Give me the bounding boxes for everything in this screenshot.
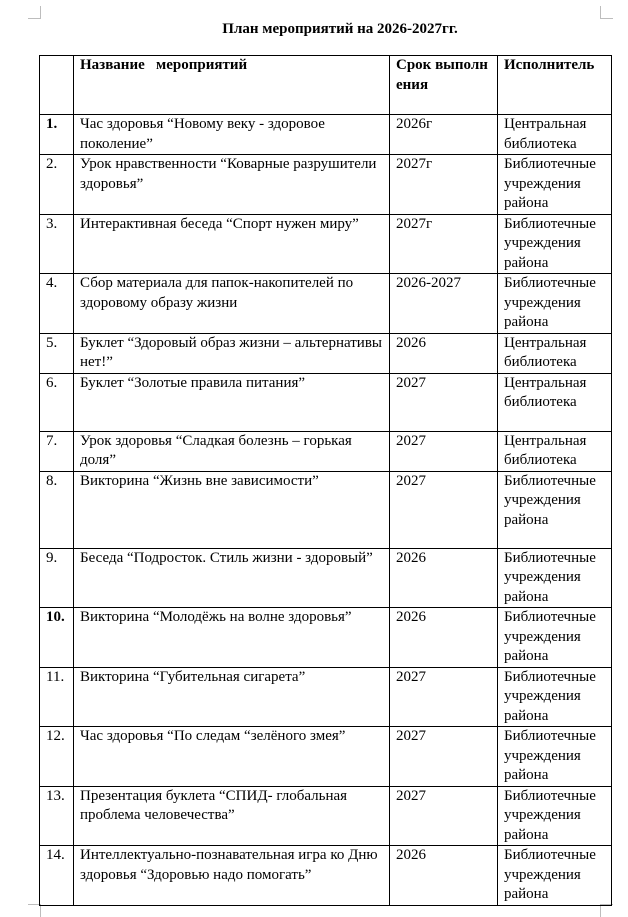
table-row: [40, 727, 612, 787]
row-number: 9.: [40, 548, 74, 608]
row-date: 2026: [390, 333, 498, 373]
row-name: Викторина “Губительная сигарета”: [74, 667, 390, 727]
row-date: 2026г: [390, 115, 498, 155]
table-row: [40, 214, 612, 274]
row-date: 2026-2027: [390, 274, 498, 334]
row-executor: Библиотечные учреждения района: [498, 214, 612, 274]
row-name: Интерактивная беседа “Спорт нужен миру”: [74, 214, 390, 274]
header-number: [40, 56, 74, 115]
header-executor: Исполнитель: [498, 56, 612, 115]
page-corner-mark-top-left: [28, 6, 41, 19]
row-name: Час здоровья “Новому веку - здоровое поколение”: [74, 115, 390, 155]
row-date: 2027: [390, 471, 498, 548]
row-date: 2027: [390, 431, 498, 471]
table-row: [40, 155, 612, 215]
row-date: 2027: [390, 667, 498, 727]
row-executor: Библиотечные учреждения района: [498, 667, 612, 727]
row-number: 6.: [40, 373, 74, 431]
row-name: Интеллектуально-познавательная игра ко Дню здоровья “Здоровью надо помогать”: [74, 846, 390, 906]
row-executor: Библиотечные учреждения района: [498, 471, 612, 548]
row-executor: Библиотечные учреждения района: [498, 548, 612, 608]
row-number: 4.: [40, 274, 74, 334]
row-name: Презентация буклета “СПИД- глобальная проблема человечества”: [74, 786, 390, 846]
page-corner-mark-bottom-right: [600, 904, 613, 917]
table-row: [40, 786, 612, 846]
row-executor: Библиотечные учреждения района: [498, 727, 612, 787]
table-row: [40, 608, 612, 668]
header-date: Срок выполнения: [390, 56, 498, 115]
table-row: [40, 333, 612, 373]
page-corner-mark-top-right: [600, 6, 613, 19]
row-executor: Библиотечные учреждения района: [498, 786, 612, 846]
row-date: 2026: [390, 548, 498, 608]
row-number: 5.: [40, 333, 74, 373]
row-executor: Центральная библиотека: [498, 431, 612, 471]
row-number: 2.: [40, 155, 74, 215]
page-corner-mark-bottom-left: [28, 904, 41, 917]
row-name: Викторина “Молодёжь на волне здоровья”: [74, 608, 390, 668]
row-date: 2026: [390, 608, 498, 668]
row-executor: Библиотечные учреждения района: [498, 846, 612, 906]
row-number: 10.: [40, 608, 74, 668]
row-name: Урок нравственности “Коварные разрушители здоровья”: [74, 155, 390, 215]
header-name: Название мероприятий: [74, 56, 390, 115]
row-date: 2027: [390, 727, 498, 787]
row-number: 12.: [40, 727, 74, 787]
row-date: 2027г: [390, 214, 498, 274]
row-executor: Центральная библиотека: [498, 333, 612, 373]
row-executor: Центральная библиотека: [498, 373, 612, 431]
row-date: 2027: [390, 786, 498, 846]
table-row: [40, 373, 612, 431]
row-number: 1.: [40, 115, 74, 155]
table-header-row: [40, 56, 612, 115]
row-number: 13.: [40, 786, 74, 846]
row-executor: Библиотечные учреждения района: [498, 608, 612, 668]
row-name: Беседа “Подросток. Стиль жизни - здоровый”: [74, 548, 390, 608]
row-executor: Библиотечные учреждения района: [498, 274, 612, 334]
row-name: Буклет “Здоровый образ жизни – альтернативы нет!”: [74, 333, 390, 373]
table-row: [40, 667, 612, 727]
row-number: 11.: [40, 667, 74, 727]
row-date: 2027: [390, 373, 498, 431]
events-table: [39, 55, 612, 906]
row-number: 8.: [40, 471, 74, 548]
row-number: 3.: [40, 214, 74, 274]
row-number: 7.: [40, 431, 74, 471]
row-date: 2026: [390, 846, 498, 906]
row-name: Сбор материала для папок-накопителей по здоровому образу жизни: [74, 274, 390, 334]
row-number: 14.: [40, 846, 74, 906]
table-row: [40, 274, 612, 334]
table-row: [40, 471, 612, 548]
table-row: [40, 846, 612, 906]
table-row: [40, 115, 612, 155]
page-title: План мероприятий на 2026-2027гг.: [222, 21, 458, 37]
row-name: Викторина “Жизнь вне зависимости”: [74, 471, 390, 548]
table-row: [40, 431, 612, 471]
row-executor: Библиотечные учреждения района: [498, 155, 612, 215]
row-name: Час здоровья “По следам “зелёного змея”: [74, 727, 390, 787]
row-name: Урок здоровья “Сладкая болезнь – горькая доля”: [74, 431, 390, 471]
row-name: Буклет “Золотые правила питания”: [74, 373, 390, 431]
row-date: 2027г: [390, 155, 498, 215]
table-row: [40, 548, 612, 608]
row-executor: Центральная библиотека: [498, 115, 612, 155]
